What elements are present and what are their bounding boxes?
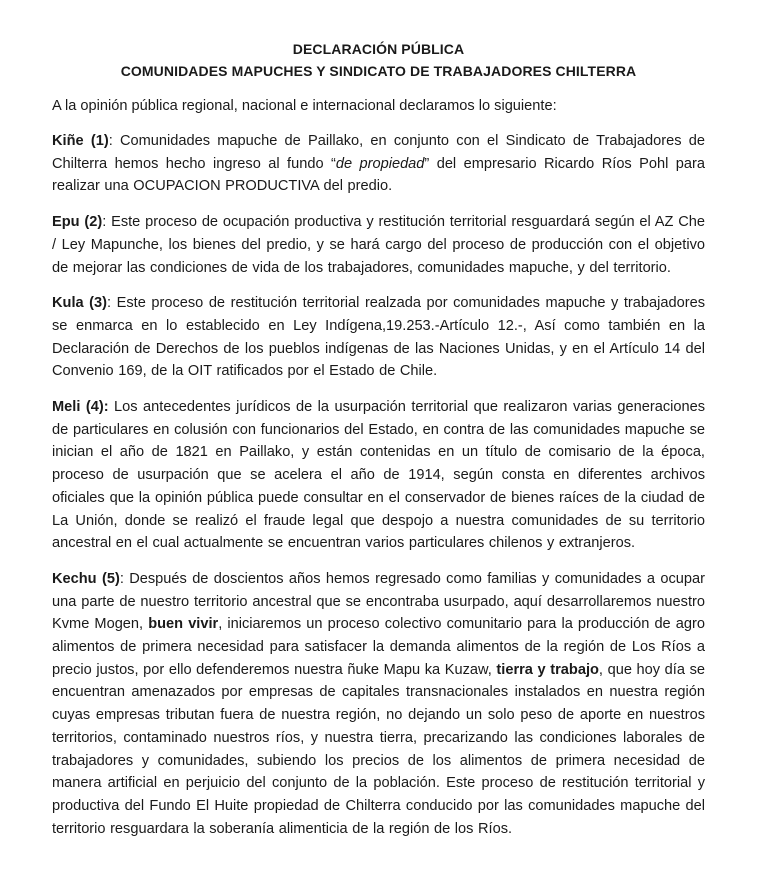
point-3-text: : Este proceso de restitución territorial realzada por comunidades mapuche y trabajadores se enmarca en lo establecido en Ley Indígena,19.253.-Artículo 12.-, Así como también en la Declaración de Derechos de los pueblos indígenas de las Naciones Unidas, y en el Artículo 14 del Convenio 169, de la OIT ratificados por el Estado de Chile. — [52, 295, 705, 380]
point-4-text: Los antecedentes jurídicos de la usurpación territorial que realizaron varias generaciones de particulares en colusión con funcionarios del Estado, en contra de las comunidades mapuche se inician el año de 1821 en Paillako, y están contenidas en un título de comisario de la época, proceso de usurpación que se acelera el año de 1914, según consta en diferentes archivos oficiales que la opinión pública puede consultar en el conservador de bienes raíces de la ciudad de La Unión, donde se realizó el fraude legal que despojo a nuestra comunidades de su territorio ancestral en el cual actualmente se encuentran varios particulares chilenos y extranjeros. — [52, 399, 706, 552]
point-3-label: Kula (3) — [52, 295, 108, 312]
point-5-bold-b: tierra y trabajo — [496, 661, 599, 678]
point-1-italic: de propiedad — [335, 155, 425, 172]
point-5-bold-a: buen vivir — [148, 616, 219, 633]
point-5-label: Kechu (5) — [52, 570, 120, 587]
point-4-label: Meli (4): — [52, 399, 109, 416]
point-1-text-a: : Comunidades mapuche de Paillako, en conjunto con el Sindicato de Trabajadores de Chilterra hemos hecho ingreso al fundo “ — [52, 133, 706, 172]
title-line-1: DECLARACIÓN PÚBLICA — [292, 41, 465, 57]
point-4 — [52, 396, 705, 555]
point-5 — [52, 568, 705, 840]
document-title — [52, 38, 705, 82]
point-5-text-b: , iniciaremos un proceso colectivo comunitario para la producción de agro alimentos de primera necesidad para satisfacer la demanda alimentos de la región de Los Ríos a precio justos, por ello defenderemos nuestra ñuke Mapu ka Kuzaw, — [52, 616, 706, 678]
title-line-2: COMUNIDADES MAPUCHES Y SINDICATO DE TRABAJADORES CHILTERRA — [120, 63, 637, 79]
point-1-text-b: ” del empresario Ricardo Ríos Pohl para realizar una OCUPACION PRODUCTIVA del predio. — [52, 155, 705, 195]
point-2 — [52, 211, 705, 279]
point-3 — [52, 292, 705, 383]
intro-text: A la opinión pública regional, nacional e internacional declaramos lo siguiente: — [52, 98, 557, 114]
point-5-text-a: : Después de doscientos años hemos regresado como familias y comunidades a ocupar una parte de nuestro territorio ancestral que se encontraba usurpado, aquí desarrollaremos nuestro Kvme Mogen, — [52, 570, 705, 633]
point-5-text-c: , que hoy día se encuentran amenazados por empresas de capitales transnacionales instalados en nuestra región cuyas empresas tributan fuera de nuestra región, no dejando un solo peso de aporte en nuestros territorios, contaminado nuestros ríos, y nuestra tierra, precarizando las condiciones laborales de trabajadores y comunidades, subiendo los precios de los alimentos de primera necesidad de manera artificial en perjuicio del conjunto de la población. Este proceso de restitución territorial y productiva del Fundo El Huite propiedad de Chilterra conducido por las comunidades mapuche del territorio resguardara la soberanía alimenticia de la región de los Ríos. — [52, 661, 705, 837]
point-1 — [52, 130, 705, 198]
point-2-text: : Este proceso de ocupación productiva y restitución territorial resguardará según el AZ Che / Ley Mapunche, los bienes del predio, y se hará cargo del proceso de producción con el objetivo de mejorar las condiciones de vida de los trabajadores, comunidades mapuche, y del territorio. — [52, 214, 705, 276]
point-1-label: Kiñe (1) — [52, 133, 109, 149]
point-2-label: Epu (2) — [52, 214, 103, 231]
